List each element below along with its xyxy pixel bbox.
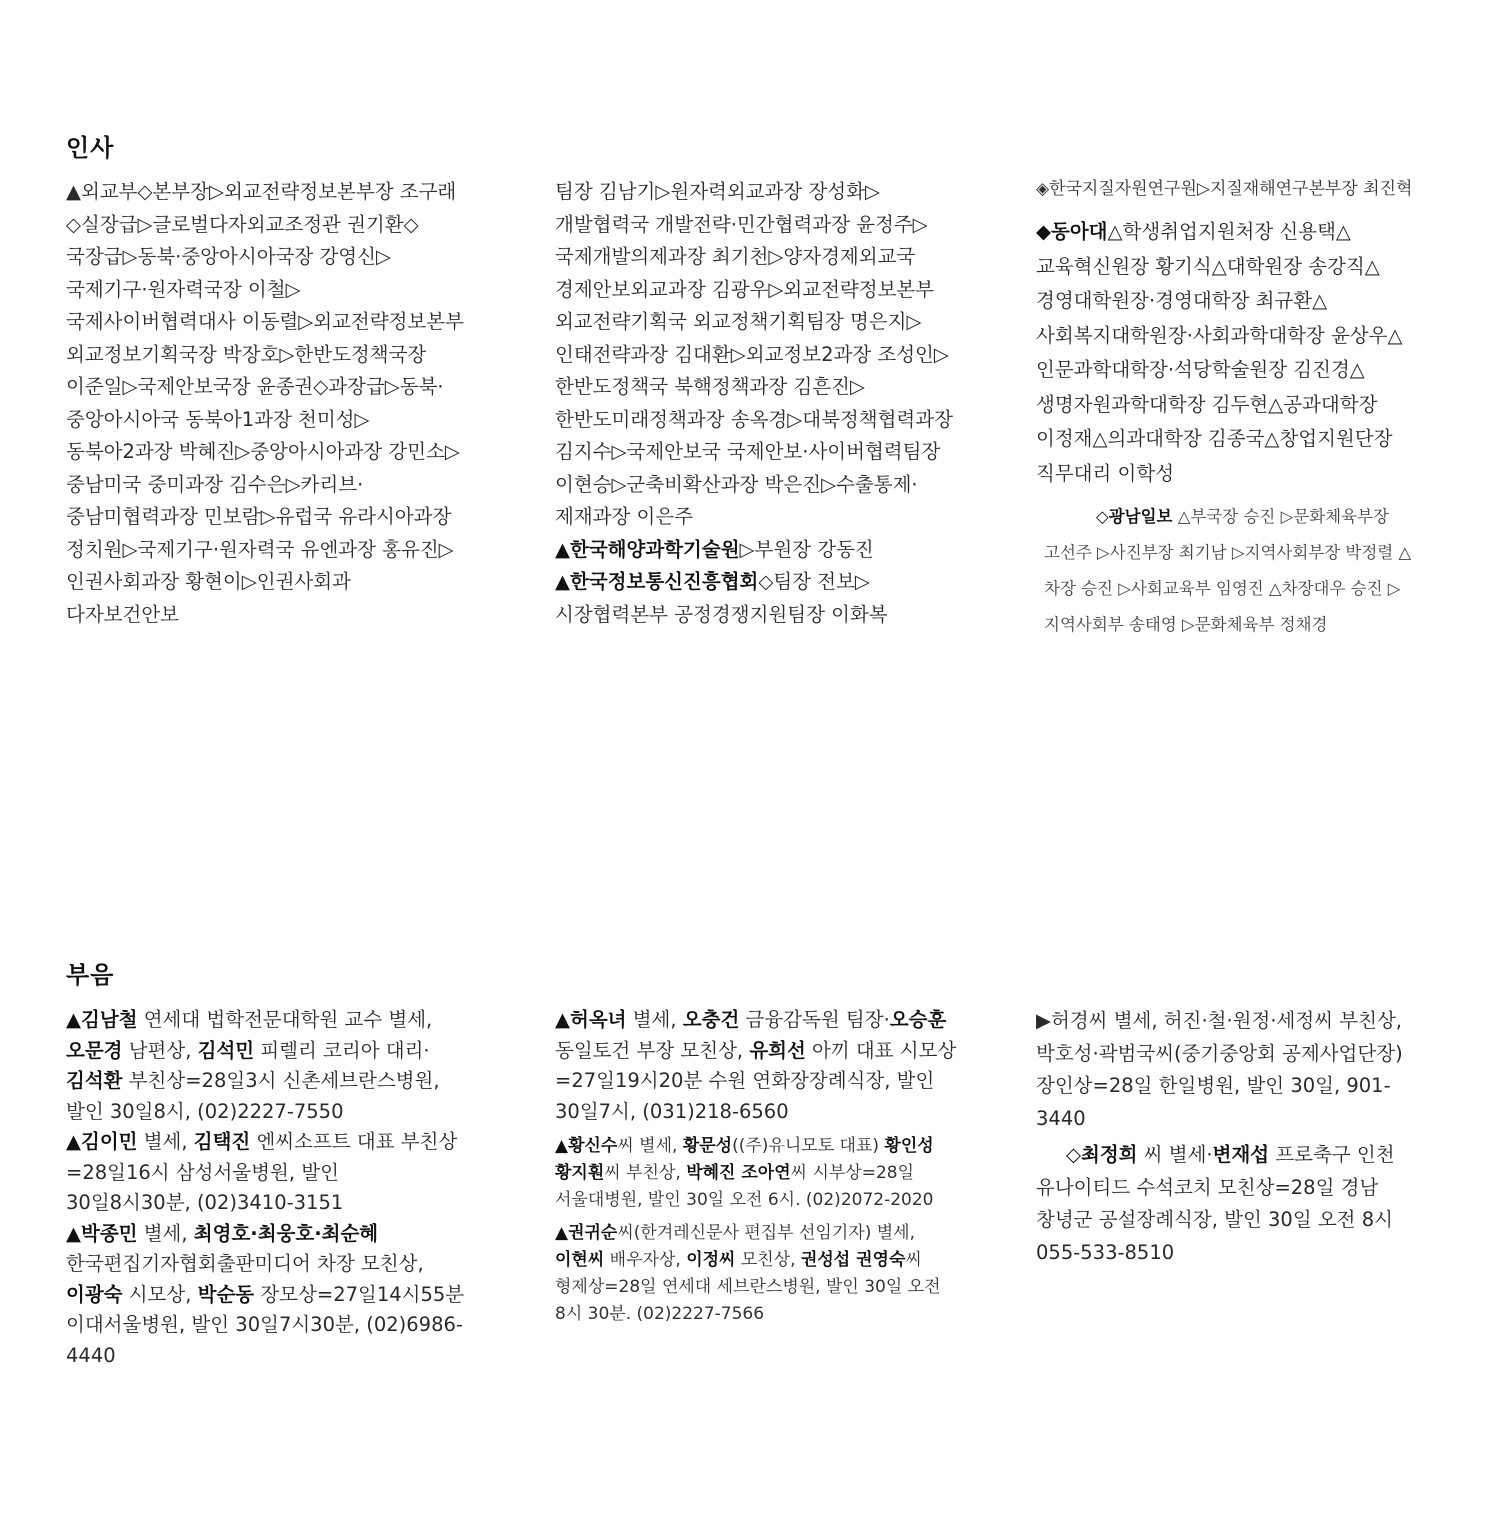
item-text: 씨 형제상=28일 연세대 세브란스병원, 발인 30일 오전 8시 30분. (02)2227-7566 xyxy=(555,1250,941,1324)
insa-column-2 xyxy=(555,176,955,631)
item-text: 씨 별세· xyxy=(1137,1143,1213,1166)
insa-kisa xyxy=(555,566,955,631)
bueum-item xyxy=(66,1219,466,1372)
person-name: 변재섭 xyxy=(1212,1143,1270,1166)
person-name: 오충건 xyxy=(682,1008,740,1031)
item-text: 부친상=28일3시 신촌세브란스병원, 발인 30일8시, (02)2227-7550 xyxy=(66,1069,440,1123)
item-text: 별세, xyxy=(626,1008,683,1031)
insa-kiost xyxy=(555,534,955,567)
bueum-column-2 xyxy=(555,1005,965,1328)
bueum-column-1 xyxy=(66,1005,466,1371)
insa-column-1 xyxy=(66,176,466,631)
insa-column-3 xyxy=(1036,176,1436,643)
insa-donga-text: △학생취업지원처장 신용택△교육혁신원장 황기식△대학원장 송강직△경영대학원장·경영대학장 최규환△사회복지대학원장·사회과학대학장 윤상우△인문과학대학장·석당학술원장 김진경△생명자원과학대학장 김두현△공과대학장 이정재△의과대학장 김종국△창업지원단장 직무대리 이학성 xyxy=(1036,220,1403,485)
item-text: 프로축구 인천 유나이티드 수석코치 모친상=28일 경남 창녕군 공설장례식장, 발인 30일 오전 8시 055-533-8510 xyxy=(1036,1143,1395,1264)
person-name: 이현씨 xyxy=(555,1250,605,1270)
org-name: ▲한국정보통신진흥협회 xyxy=(555,570,759,593)
person-name: 김석환 xyxy=(66,1069,123,1092)
item-text: 씨(한겨레신문사 편집부 선임기자) 별세, xyxy=(617,1223,915,1243)
person-name: 오승훈 xyxy=(889,1008,947,1031)
item-text: 별세, xyxy=(137,1221,194,1245)
person-name: 권성섭 권영숙 xyxy=(800,1250,906,1270)
bueum-item: ▶허경씨 별세, 허진·철·원정·세정씨 부친상, 박호성·곽범국씨(중기중앙회 공제사업단장) 장인상=28일 한일병원, 발인 30일, 901-3440 xyxy=(1036,1009,1403,1130)
person-name: ◇최정희 xyxy=(1066,1143,1138,1166)
insa-kigam: ◈한국지질자원연구원▷지질재해연구본부장 최진혁 xyxy=(1036,179,1413,199)
section-title-insa: 인사 xyxy=(66,134,115,162)
person-name: ▲김남철 xyxy=(66,1008,138,1031)
bueum-item xyxy=(66,1005,466,1127)
item-text: 피렐리 코리아 대리· xyxy=(254,1038,430,1062)
person-name: 황문성 xyxy=(682,1136,733,1156)
person-name: ▲권귀순 xyxy=(555,1223,618,1243)
item-text: ((주)유니모토 대표) xyxy=(732,1136,885,1156)
person-name: 이정씨 xyxy=(686,1250,736,1270)
item-text: 아끼 대표 시모상=27일19시20분 수원 연화장장례식장, 발인 30일7시, (031)218-6560 xyxy=(555,1038,957,1123)
insa-gwangnam-text: △부국장 승진 ▷문화체육부장 고선주 ▷사진부장 최기남 ▷지역사회부장 박정렬 △차장 승진 ▷사회교육부 임영진 △차장대우 승진 ▷지역사회부 송태영 ▷문화체육부 정채경 xyxy=(1044,507,1412,634)
insa-kisa-text: ◇팀장 전보▷시장협력본부 공정경쟁지원팀장 이화복 xyxy=(555,570,888,626)
item-text: 씨 별세, xyxy=(617,1136,683,1156)
item-text: 한국편집기자협회출판미디어 차장 모친상, xyxy=(66,1252,424,1275)
item-text: 엔씨소프트 대표 부친상=28일16시 삼성서울병원, 발인 30일8시30분, (02)3410-3151 xyxy=(66,1130,458,1214)
item-text: 씨 시부상=28일 서울대병원, 발인 30일 오전 6시. (02)2072-2020 xyxy=(555,1163,934,1210)
person-name: 김택진 xyxy=(193,1130,251,1153)
item-text: 남편상, xyxy=(122,1038,198,1062)
person-name: 박혜진 조아연 xyxy=(686,1163,791,1183)
item-text: 동일토건 부장 모친상, xyxy=(555,1038,750,1062)
org-name: ▲한국해양과학기술원 xyxy=(555,537,740,561)
item-text: 연세대 법학전문대학원 교수 별세, xyxy=(137,1008,433,1031)
person-name: ▲허옥녀 xyxy=(555,1008,627,1031)
item-text: 시모상, xyxy=(122,1282,198,1306)
item-text: 별세, xyxy=(137,1130,194,1153)
person-name: 유희선 xyxy=(749,1038,806,1062)
bueum-column-3 xyxy=(1036,1005,1436,1269)
bueum-item xyxy=(555,1220,965,1328)
insa-gwangnam xyxy=(1036,499,1424,643)
org-name: ◆동아대 xyxy=(1036,220,1108,243)
person-name: ▲박종민 xyxy=(66,1221,138,1245)
insa-mofa-continued: 팀장 김남기▷원자력외교과장 장성화▷개발협력국 개발전략·민간협력과장 윤정주▷국제개발의제과장 최기천▷양자경제외교국 경제안보외교과장 김광우▷외교전략정보본부 외교전략기획국 외교정책기획팀장 명은지▷인태전략과장 김대환▷외교정보2과장 조성인▷한반도정책국 북핵정책과장 김흔진▷한반도미래정책과장 송옥경▷대북정책협력과장 김지수▷국제안보국 국제안보·사이버협력팀장 이현승▷군축비확산과장 박은진▷수출통제·제재과장 이은주 xyxy=(555,180,953,528)
bueum-item xyxy=(66,1127,466,1219)
insa-mofa-text: ▲외교부◇본부장▷외교전략정보본부장 조구래◇실장급▷글로벌다자외교조정관 권기환◇국장급▷동북·중앙아시아국장 강영신▷국제기구·원자력국장 이철▷국제사이버협력대사 이동렬▷외교전략정보본부 외교정보기획국장 박장호▷한반도정책국장 이준일▷국제안보국장 윤종권◇과장급▷동북·중앙아시아국 동북아1과장 천미성▷동북아2과장 박혜진▷중앙아시아과장 강민소▷중남미국 중미과장 김수은▷카리브·중남미협력과장 민보람▷유럽국 유라시아과장 정치원▷국제기구·원자력국 유엔과장 홍유진▷인권사회과장 황현이▷인권사회과 다자보건안보 xyxy=(66,180,464,626)
bueum-item xyxy=(555,1133,965,1214)
item-text: 모친상, xyxy=(735,1250,801,1270)
person-name: 오문경 xyxy=(66,1038,123,1062)
insa-kiost-text: ▷부원장 강동진 xyxy=(739,537,874,561)
item-text: 장모상=27일14시55분 이대서울병원, 발인 30일7시30분, (02)6986-4440 xyxy=(66,1282,465,1367)
person-name: 이광숙 xyxy=(66,1282,123,1306)
item-text: 씨 부친상, xyxy=(604,1163,687,1183)
org-name: ◇광남일보 xyxy=(1096,507,1173,526)
item-text: 금융감독원 팀장· xyxy=(739,1008,890,1031)
section-title-bueum: 부음 xyxy=(66,961,115,989)
person-name: ▲김이민 xyxy=(66,1130,138,1153)
person-name: 박순동 xyxy=(197,1282,255,1306)
item-text: 배우자상, xyxy=(604,1250,687,1270)
insa-donga xyxy=(1036,215,1436,491)
person-name: 황인성 황지훤 xyxy=(555,1136,934,1183)
person-name: 김석민 xyxy=(197,1038,255,1062)
person-name: 최영호·최웅호·최순혜 xyxy=(193,1221,379,1245)
bueum-item xyxy=(1036,1139,1436,1269)
person-name: ▲황신수 xyxy=(555,1136,618,1156)
bueum-item xyxy=(555,1005,965,1127)
